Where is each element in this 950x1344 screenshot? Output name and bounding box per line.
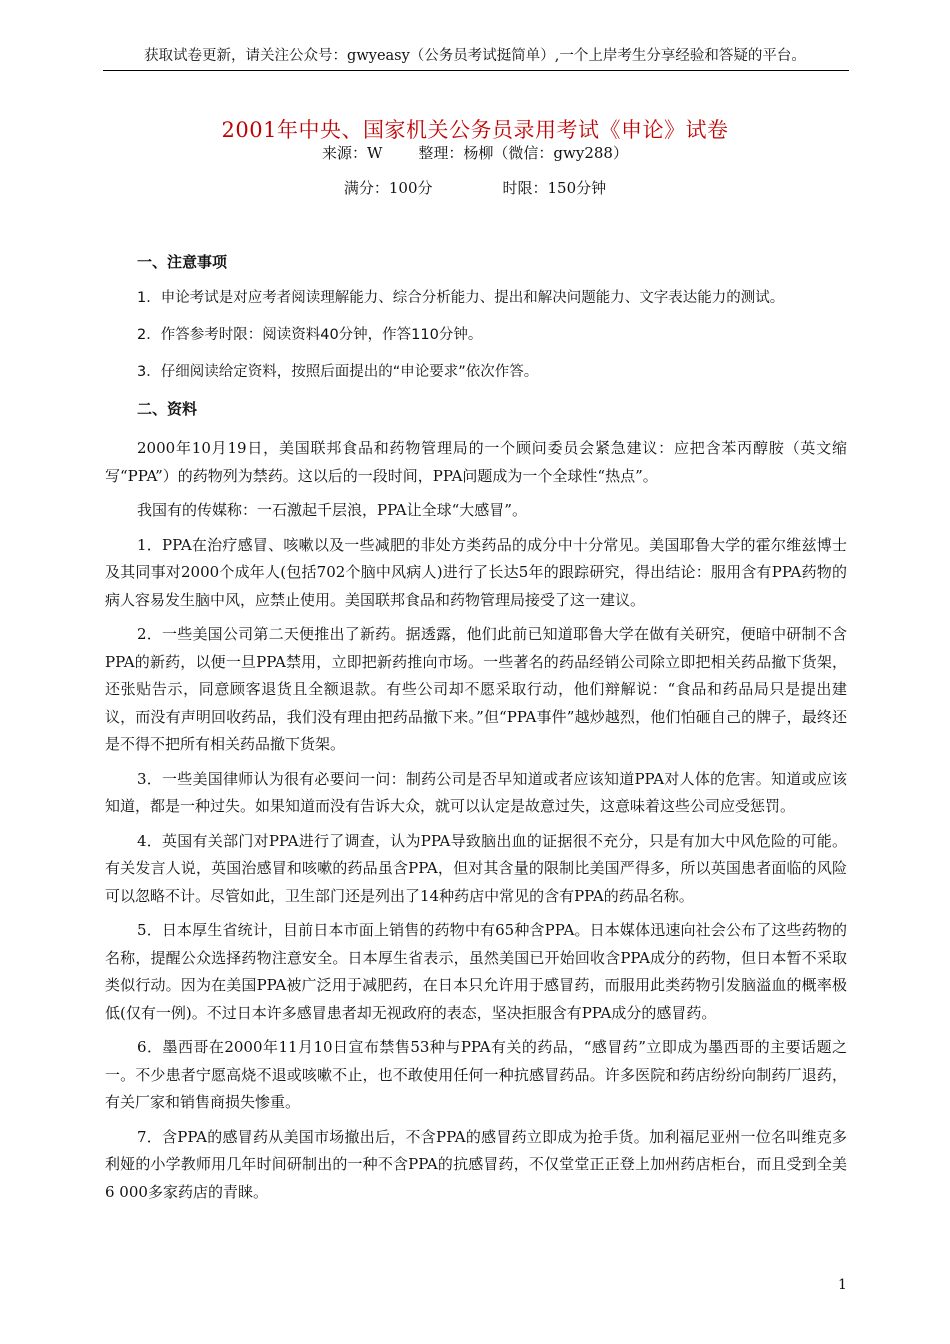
note-item: 3．仔细阅读给定资料，按照后面提出的“申论要求”依次作答。 [137,364,539,380]
editor-label: 整理：杨柳（微信：gwy288） [418,144,628,162]
material-paragraph: 我国有的传媒称：一石激起千层浪，PPA让全球“大感冒”。 [137,501,527,519]
document-title: 2001年中央、国家机关公务员录用考试《申论》试卷 [221,118,729,142]
header-rule [103,70,849,71]
material-paragraph: 2000年10月19日，美国联邦食品和药物管理局的一个顾问委员会紧急建议：应把含苯丙醇胺（英文缩写“PPA”）的药物列为禁药。这以后的一段时间，PPA问题成为一个全球性“热点”。 [105,439,847,485]
material-paragraph: 4．英国有关部门对PPA进行了调查，认为PPA导致脑出血的证据很不充分，只是有加大中风危险的可能。有关发言人说，英国治感冒和咳嗽的药品虽含PPA，但对其含量的限制比美国严得多，所以英国患者面临的风险可以忽略不计。尽管如此，卫生部门还是列出了14种药店中常见的含有PPA的药品名称。 [105,831,847,905]
material-paragraph: 7．含PPA的感冒药从美国市场撤出后，不含PPA的感冒药立即成为抢手货。加利福尼亚州一位名叫维克多利娅的小学教师用几年时间研制出的一种不含PPA的抗感冒药，不仅堂堂正正登上加州药店柜台，而且受到全美6 000多家药店的青睐。 [105,1127,847,1201]
document-body [105,252,847,1213]
material-paragraph: 3．一些美国律师认为很有必要问一问：制药公司是否早知道或者应该知道PPA对人体的危害。知道或应该知道，都是一种过失。如果知道而没有告诉大众，就可以认定是故意过失，这意味着这些公司应受惩罚。 [105,769,847,815]
notes-heading: 一、注意事项 [137,253,228,271]
material-paragraph: 5．日本厚生省统计，目前日本市面上销售的药物中有65种含PPA。日本媒体迅速向社会公布了这些药物的名称，提醒公众选择药物注意安全。日本厚生省表示，虽然美国已开始回收含PPA成分的药物，但日本暂不采取类似行动。因为在美国PPA被广泛用于减肥药，在日本只允许用于感冒药，而服用此类药物引发脑溢血的概率极低(仅有一例)。不过日本许多感冒患者却无视政府的表态，坚决拒服含有PPA成分的感冒药。 [105,921,847,1022]
exam-meta [0,177,950,198]
note-item: 1．申论考试是对应考者阅读理解能力、综合分析能力、提出和解决问题能力、文字表达能力的测试。 [137,290,785,306]
materials-heading: 二、资料 [137,400,198,418]
full-score: 满分：100分 [343,179,433,197]
material-paragraph: 1．PPA在治疗感冒、咳嗽以及一些减肥的非处方类药品的成分中十分常见。美国耶鲁大学的霍尔维兹博士及其同事对2000个成年人(包括702个脑中风病人)进行了长达5年的跟踪研究，得出结论：服用含有PPA药物的病人容易发生脑中风，应禁止使用。美国联邦食品和药物管理局接受了这一建议。 [105,535,847,609]
source-line [0,142,950,163]
time-limit: 时限：150分钟 [502,179,607,197]
page-number: 1 [838,1277,847,1293]
material-paragraph: 2．一些美国公司第二天便推出了新药。据透露，他们此前已知道耶鲁大学在做有关研究，便暗中研制不含PPA的新药，以便一旦PPA禁用，立即把新药推向市场。一些著名的药品经销公司除立即把相关药品撤下货架，还张贴告示，同意顾客退货且全额退款。有些公司却不愿采取行动，他们辩解说：“食品和药品局只是提出建议，而没有声明回收药品，我们没有理由把药品撤下来。”但“PPA事件”越炒越烈，他们怕砸自己的牌子，最终还是不得不把所有相关药品撤下货架。 [105,625,847,753]
top-banner: 获取试卷更新，请关注公众号：gwyeasy（公务员考试挺简单）,一个上岸考生分享经验和答疑的平台。 [144,48,806,64]
material-paragraph: 6．墨西哥在2000年11月10日宣布禁售53种与PPA有关的药品，“感冒药”立即成为墨西哥的主要话题之一。不少患者宁愿高烧不退或咳嗽不止，也不敢使用任何一种抗感冒药品。许多医院和药店纷纷向制药厂退药，有关厂家和销售商损失惨重。 [105,1038,847,1111]
note-item: 2．作答参考时限：阅读资料40分钟，作答110分钟。 [137,327,483,343]
source-label: 来源：W [322,144,383,162]
